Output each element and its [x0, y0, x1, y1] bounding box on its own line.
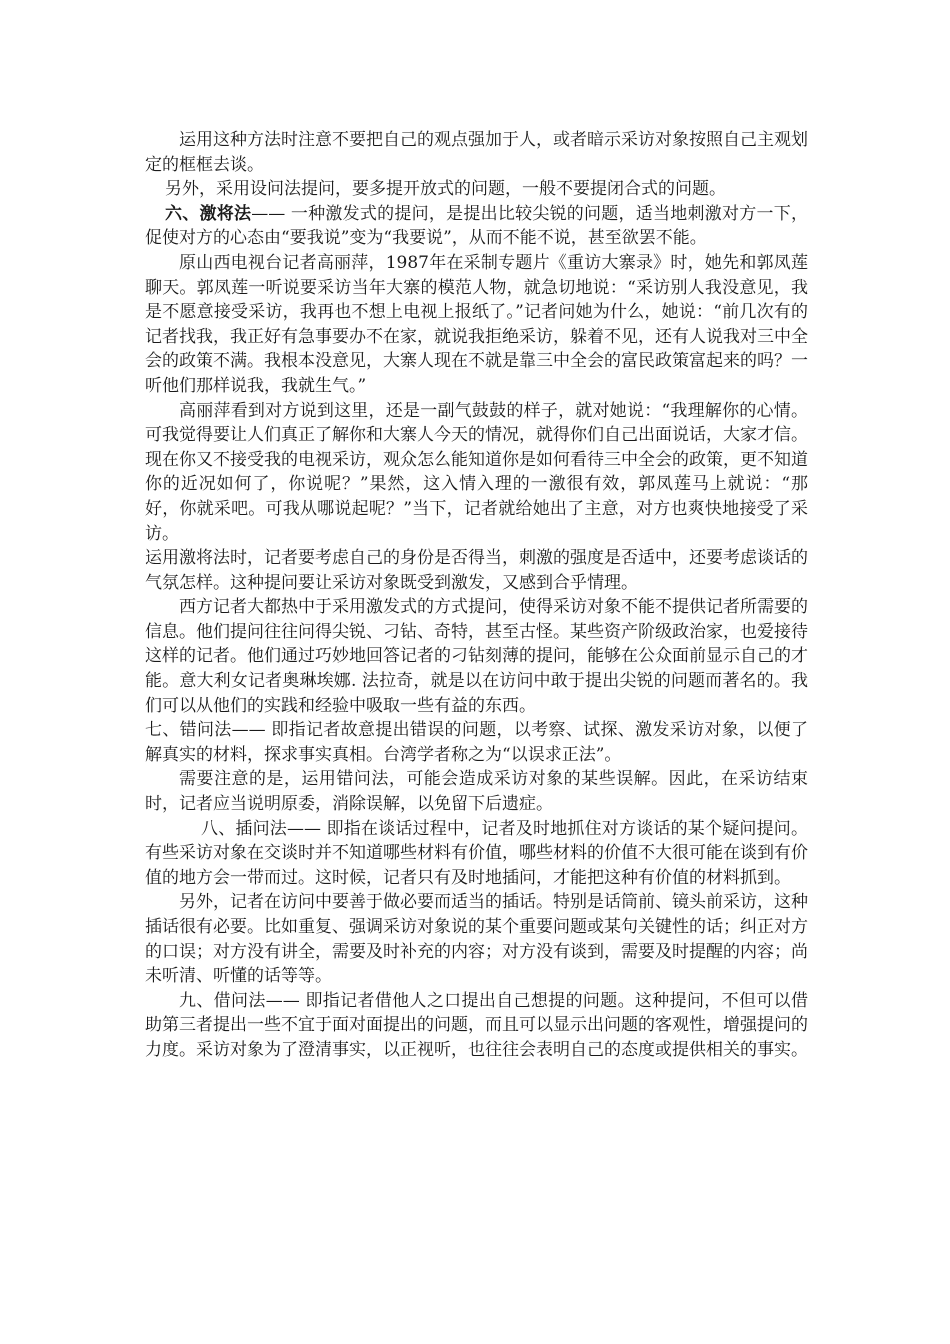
paragraph-2: 另外，采用设问法提问，要多提开放式的问题，一般不要提闭合式的问题。	[165, 179, 726, 200]
paragraph-12-jiewenfa: 九、借问法—— 即指记者借他人之口提出自己想提的问题。这种提问，不但可以借助第三者提出一些不宜于面对面提出的问题，而且可以显示出问题的客观性，增强提问的力度。采访对象为了澄清事实，以正视听，也往往会表明自己的态度或提供相关的事实。	[145, 990, 808, 1060]
paragraph-5: 高丽萍看到对方说到这里，还是一副气鼓鼓的样子，就对她说：“我理解你的心情。可我觉得要让人们真正了解你和大寨人今天的情况，就得你们自己出面说话，大家才信。现在你又不接受我的电视采访，观众怎么能知道你是如何看待三中全会的政策，更不知道你的近况如何了，你说呢？”果然，这入情入理的一激很有效，郭凤莲马上就说：“那好，你就采吧。可我从哪说起呢？”当下，记者就给她出了主意，对方也爽快地接受了采访。	[145, 400, 808, 544]
section-heading-jijiangfa: 六、激将法	[165, 203, 252, 224]
paragraph-8-cuowenfa: 七、错问法—— 即指记者故意提出错误的问题，以考察、试探、激发采访对象，以便了解真实的材料，探求事实真相。台湾学者称之为“以误求正法”。	[145, 720, 808, 765]
document-page	[145, 128, 808, 1063]
paragraph-11: 另外，记者在访问中要善于做必要而适当的插话。特别是话筒前、镜头前采访，这种插话很有必要。比如重复、强调采访对象说的某个重要问题或某句关键性的话；纠正对方的口误；对方没有讲全，需要及时补充的内容；对方没有谈到，需要及时提醒的内容；尚未听清、听懂的话等等。	[145, 892, 808, 987]
paragraph-6: 运用激将法时，记者要考虑自己的身份是否得当，刺激的强度是否适中，还要考虑谈话的气氛怎样。这种提问要让采访对象既受到激发，又感到合乎情理。	[145, 548, 808, 593]
paragraph-10-chawenfa: 八、插问法—— 即指在谈话过程中，记者及时地抓住对方谈话的某个疑问提问。有些采访对象在交谈时并不知道哪些材料有价值，哪些材料的价值不大很可能在谈到有价值的地方会一带而过。这时候，记者只有及时地插问，才能把这种有价值的材料抓到。	[145, 818, 808, 888]
paragraph-4: 原山西电视台记者高丽萍，1987年在采制专题片《重访大寨录》时，她先和郭凤莲聊天。郭凤莲一听说要采访当年大寨的模范人物，就急切地说：“采访别人我没意见，我是不愿意接受采访，我再也不想上电视上报纸了。”记者问她为什么，她说：“前几次有的记者找我，我正好有急事要办不在家，就说我拒绝采访，躲着不见，还有人说我对三中全会的政策不满。我根本没意见，大寨人现在不就是靠三中全会的富民政策富起来的吗？一听他们那样说我，我就生气。”	[145, 252, 808, 396]
paragraph-3-jijiangfa	[145, 202, 808, 251]
paragraph-1: 运用这种方法时注意不要把自己的观点强加于人，或者暗示采访对象按照自己主观划定的框框去谈。	[145, 130, 808, 175]
paragraph-9: 需要注意的是，运用错问法，可能会造成采访对象的某些误解。因此，在采访结束时，记者应当说明原委，消除误解，以免留下后遗症。	[145, 769, 808, 815]
paragraph-7: 西方记者大都热中于采用激发式的方式提问，使得采访对象不能不提供记者所需要的信息。他们提问往往问得尖锐、刁钻、奇特，甚至古怪。某些资产阶级政治家，也爱接待这样的记者。他们通过巧妙地回答记者的刁钻刻薄的提问，能够在公众面前显示自己的才能。意大利女记者奥琳埃娜. 法拉奇，就是以在访问中敢于提出尖锐的问题而著名的。我们可以从他们的实践和经验中吸取一些有益的东西。	[145, 597, 808, 716]
paragraph-3-body: —— 一种激发式的提问，是提出比较尖锐的问题，适当地刺激对方一下，促使对方的心态由“要我说”变为“我要说”，从而不能不说，甚至欲罢不能。	[145, 203, 809, 249]
